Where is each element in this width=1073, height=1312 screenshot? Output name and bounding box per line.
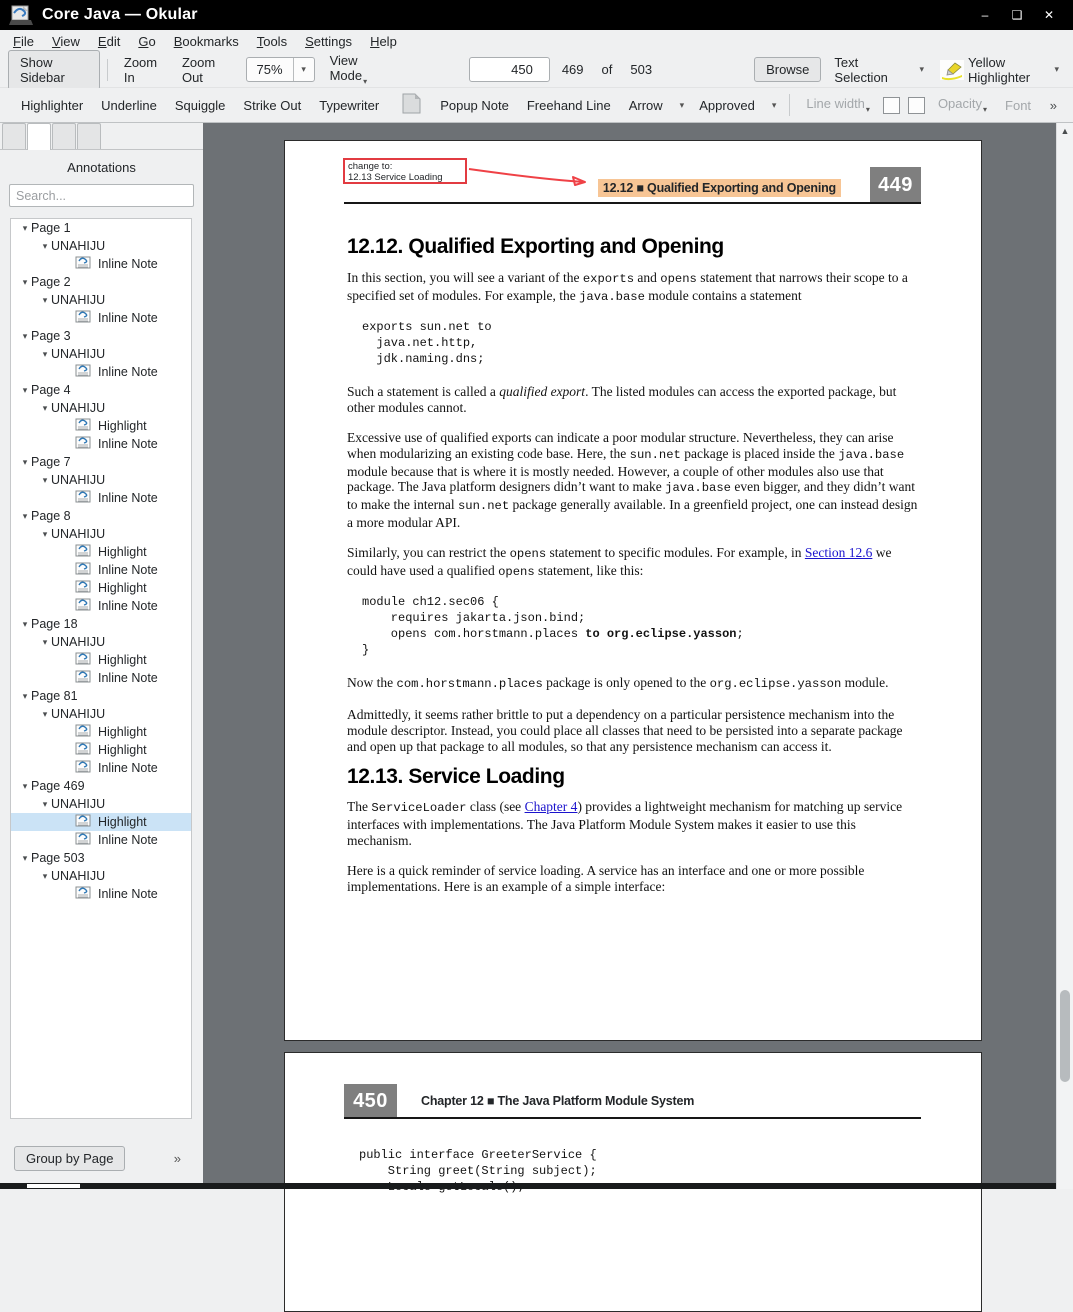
annotation-toolbar [0, 88, 1073, 123]
overflow-chevron-icon[interactable]: » [1049, 97, 1057, 113]
annotation-label: Highlight [98, 725, 147, 739]
tree-annotation-row[interactable] [11, 813, 191, 831]
annotation-note-icon [75, 759, 98, 777]
author-label: UNAHIJU [51, 401, 106, 415]
page-label: Page 4 [31, 383, 71, 397]
expander-icon[interactable]: ▾ [42, 636, 48, 647]
tree-author-row[interactable] [11, 399, 191, 417]
tree-author-row[interactable] [11, 291, 191, 309]
code-block: public interface GreeterService { String greet(String subject); [359, 1148, 597, 1178]
inline-note-annotation[interactable] [343, 158, 467, 184]
author-label: UNAHIJU [51, 707, 106, 721]
annotation-note-icon [75, 669, 98, 687]
document-view[interactable] [203, 123, 1056, 1183]
annotation-label: Inline Note [98, 437, 158, 451]
sidebar-title: Annotations [67, 160, 136, 175]
body-paragraph: Now the com.horstmann.places package is only opened to the org.eclipse.yasson module. [347, 675, 889, 692]
tree-page-row[interactable] [11, 507, 191, 525]
tree-annotation-row[interactable] [11, 561, 191, 579]
window-title: Core Java — Okular [42, 6, 198, 23]
annotations-tree [10, 218, 192, 1119]
annotation-note-icon [75, 651, 98, 669]
bottom-strip [0, 1183, 1056, 1189]
vertical-scrollbar[interactable] [1056, 123, 1073, 1189]
tree-page-row[interactable] [11, 615, 191, 633]
code-block: exports sun.net to java.net.http, jdk.naming.dns; [362, 320, 492, 367]
tree-annotation-row[interactable] [11, 885, 191, 903]
expander-icon[interactable]: ▾ [22, 456, 28, 467]
annotation-label: Highlight [98, 581, 147, 595]
sidebar-tab-3[interactable] [52, 123, 76, 149]
annotation-note-icon [75, 579, 98, 597]
author-label: UNAHIJU [51, 293, 106, 307]
author-label: UNAHIJU [51, 239, 106, 253]
expander-icon[interactable]: ▾ [22, 618, 28, 629]
color-swatch-1[interactable] [883, 97, 900, 114]
chevron-down-icon[interactable]: ▾ [919, 64, 924, 74]
annotation-note-icon [75, 489, 98, 507]
sidebar-tab-bar [0, 123, 203, 150]
body-paragraph: Excessive use of qualified exports can indicate a poor modular structure. Nevertheless, they can arise when modularizing an existing code base. Here, the sun.net package is placed inside the java.base module because that is where it is mostly needed. However, a couple of other modules also use that package. The Java platform designers didn’t want to make java.base even bigger, and they didn’t want to make the internal sun.net package generally available. In a greenfield project, one can instead design a more modular API. [347, 429, 918, 530]
expander-icon[interactable]: ▾ [42, 528, 48, 539]
expander-icon[interactable]: ▾ [22, 780, 28, 791]
search-input[interactable]: Search... [9, 184, 194, 207]
tree-annotation-row[interactable] [11, 543, 191, 561]
page-count [562, 62, 670, 77]
body-paragraph: Admittedly, it seems rather brittle to put a dependency on a particular persistence mechanism into the module descriptor. Instead, you could place all classes that need to be persisted into a separate package and open up that package to all modules, so that any persistence mechanism can access it. [347, 707, 903, 754]
annotation-label: Inline Note [98, 563, 158, 577]
tool-popup-note[interactable]: Popup Note [440, 97, 509, 113]
annotation-label: Inline Note [98, 257, 158, 271]
toolbar-separator [107, 59, 108, 81]
author-label: UNAHIJU [51, 797, 106, 811]
body-paragraph: Similarly, you can restrict the opens statement to specific modules. For example, in Section 12.6 we could have used a qualified opens statement, like this: [347, 544, 892, 579]
annotation-note-icon [75, 723, 98, 741]
menu-indicator-icon: ▾ [363, 77, 368, 86]
annotation-note-icon [75, 309, 98, 327]
group-by-page-button[interactable]: Group by Page [14, 1146, 125, 1171]
annotation-label: Highlight [98, 545, 147, 559]
tree-page-row[interactable] [11, 273, 191, 291]
menu-item-tools[interactable]: Tools [256, 33, 288, 49]
page-label: Page 81 [31, 689, 78, 703]
tool-approved[interactable]: Approved [699, 97, 755, 113]
tree-page-row[interactable] [11, 381, 191, 399]
annotation-note-icon [75, 831, 98, 849]
tree-page-row[interactable] [11, 453, 191, 471]
tree-annotation-row[interactable] [11, 363, 191, 381]
zoom-out-button[interactable]: Zoom Out [181, 54, 216, 85]
annotation-label: Inline Note [98, 887, 158, 901]
page-449-text [347, 233, 924, 908]
annotation-label: Highlight [98, 419, 147, 433]
tree-page-row[interactable] [11, 687, 191, 705]
annotation-label: Highlight [98, 743, 147, 757]
body-paragraph: Here is a quick reminder of service loading. A service has an interface and one or more possible implementations. Here is an example of a simple interface: [347, 862, 865, 894]
opacity-button: Opacity$_▾$ [937, 96, 988, 114]
tree-author-row[interactable] [11, 471, 191, 489]
page-number-input[interactable]: 450 [469, 57, 550, 82]
tree-author-row[interactable] [11, 237, 191, 255]
note-text-line1: change to: [348, 161, 393, 172]
pdf-page-449 [284, 140, 982, 1041]
annotation-arrow-icon[interactable] [467, 163, 597, 189]
tree-author-row[interactable] [11, 795, 191, 813]
toolbar-separator [789, 94, 790, 116]
annotation-label: Inline Note [98, 833, 158, 847]
annotation-note-icon [75, 741, 98, 759]
page-label: Page 469 [31, 779, 85, 793]
annotation-note-icon [75, 417, 98, 435]
author-label: UNAHIJU [51, 347, 106, 361]
page-label: Page 7 [31, 455, 71, 469]
cross-reference-link[interactable]: Section 12.6 [804, 544, 873, 560]
annotation-note-icon [75, 435, 98, 453]
author-label: UNAHIJU [51, 869, 106, 883]
expander-icon[interactable]: ▾ [22, 852, 28, 863]
tree-annotation-row[interactable] [11, 435, 191, 453]
chevron-down-icon[interactable]: ▾ [771, 99, 777, 110]
tree-annotation-row[interactable] [11, 417, 191, 435]
menu-item-edit[interactable]: Edit [97, 33, 121, 49]
expander-icon[interactable]: ▾ [22, 222, 28, 233]
code-block: module ch12.sec06 { requires jakarta.json.bind; opens com.horstmann.places to org.eclipse.yasson; } [362, 595, 744, 658]
cross-reference-link[interactable]: Chapter 4 [524, 799, 578, 815]
annotation-note-icon [75, 255, 98, 273]
expander-icon[interactable]: ▾ [22, 384, 28, 395]
page-label: Page 503 [31, 851, 85, 865]
page-label: Page 3 [31, 329, 71, 343]
tree-page-row[interactable] [11, 219, 191, 237]
scroll-up-icon[interactable]: ▲ [1060, 126, 1070, 136]
okular-logo-icon [10, 4, 34, 26]
tree-author-row[interactable] [11, 345, 191, 363]
tree-annotation-row[interactable] [11, 579, 191, 597]
page-label: Page 2 [31, 275, 71, 289]
show-sidebar-button[interactable]: Show Sidebar [8, 50, 100, 90]
section-heading: 12.13. Service Loading [347, 764, 565, 788]
expander-icon[interactable]: ▾ [22, 276, 28, 287]
tree-annotation-row[interactable] [11, 741, 191, 759]
of-label: of [601, 62, 613, 77]
annotation-note-icon [75, 885, 98, 903]
page-label: Page 1 [31, 221, 71, 235]
annotation-note-icon [75, 363, 98, 381]
close-icon[interactable]: ✕ [1043, 8, 1055, 22]
tree-page-row[interactable] [11, 849, 191, 867]
tree-page-row[interactable] [11, 327, 191, 345]
expander-icon[interactable]: ▾ [22, 690, 28, 701]
minimize-icon[interactable]: – [981, 8, 989, 22]
view-mode-button[interactable]: View Mode$_▾$ [329, 53, 368, 86]
page-label: Page 18 [31, 617, 78, 631]
annotation-label: Inline Note [98, 365, 158, 379]
menu-item-settings[interactable]: Settings [305, 33, 353, 49]
menu-item-view[interactable]: View [51, 33, 80, 49]
annotation-note-icon [75, 813, 98, 831]
chevron-down-icon[interactable]: ▾ [293, 58, 314, 81]
line-width-button: Line width$_▾$ [806, 96, 870, 114]
sidebar-tab-1[interactable] [2, 123, 26, 149]
menu-item-bookmarks[interactable]: Bookmarks [173, 33, 239, 49]
menu-bar [0, 30, 1073, 52]
annotation-note-icon [75, 561, 98, 579]
author-label: UNAHIJU [51, 635, 106, 649]
tree-annotation-row[interactable] [11, 651, 191, 669]
menu-item-file[interactable]: File [13, 33, 34, 49]
font-button: Font [1005, 97, 1032, 113]
page-total: 503 [630, 62, 653, 77]
overflow-chevron-icon[interactable]: » [173, 1150, 181, 1166]
tool-highlighter[interactable]: Highlighter [21, 97, 84, 113]
tree-author-row[interactable] [11, 633, 191, 651]
main-toolbar [0, 52, 1073, 88]
tree-author-row[interactable] [11, 525, 191, 543]
maximize-icon[interactable]: ❑ [1011, 8, 1023, 22]
author-label: UNAHIJU [51, 527, 106, 541]
zoom-level-value: 75% [256, 62, 283, 77]
expander-icon[interactable]: ▾ [42, 294, 48, 305]
browse-button[interactable]: Browse [754, 57, 821, 82]
scrollbar-thumb[interactable] [1060, 990, 1070, 1082]
page-position: 469 [561, 62, 584, 77]
text-selection-button[interactable]: Text Selection [834, 54, 888, 85]
header-rule [344, 1117, 921, 1119]
tool-freehand-line[interactable]: Freehand Line [526, 97, 611, 113]
annotation-note-icon [75, 597, 98, 615]
tool-typewriter[interactable]: Typewriter [319, 97, 380, 113]
expander-icon[interactable]: ▾ [42, 798, 48, 809]
page-number-badge: 450 [344, 1084, 397, 1119]
menu-item-help[interactable]: Help [370, 33, 397, 49]
body-paragraph: Such a statement is called a qualified export. The listed modules can access the exported package, but other modules cannot. [347, 384, 897, 416]
tree-annotation-row[interactable] [11, 255, 191, 273]
tool-strike-out[interactable]: Strike Out [243, 97, 302, 113]
expander-icon[interactable]: ▾ [42, 348, 48, 359]
annotation-label: Highlight [98, 653, 147, 667]
tool-squiggle[interactable]: Squiggle [174, 97, 226, 113]
tree-page-row[interactable] [11, 777, 191, 795]
chevron-down-icon[interactable]: ▾ [679, 99, 685, 110]
chevron-down-icon[interactable]: ▾ [1054, 64, 1059, 74]
body-paragraph: In this section, you will see a variant of the exports and opens statement that narrows their scope to a specified set of modules. For example, the java.base module contains a statement [347, 269, 908, 304]
annotation-note-icon [75, 543, 98, 561]
sidebar-tab-annotations[interactable] [27, 123, 51, 150]
running-head-highlighted: 12.12 ■ Qualified Exporting and Opening [598, 179, 841, 197]
popup-note-icon[interactable] [388, 93, 431, 117]
tool-underline[interactable]: Underline [101, 97, 157, 113]
tree-annotation-row[interactable] [11, 759, 191, 777]
author-label: UNAHIJU [51, 473, 106, 487]
body-paragraph: The ServiceLoader class (see Chapter 4) provides a lightweight mechanism for matching up service interfaces with implementations. The Java Platform Module System makes it easier to use this mechanism. [347, 799, 903, 848]
expander-icon[interactable]: ▾ [42, 402, 48, 413]
menu-item-go[interactable]: Go [138, 33, 156, 49]
annotation-label: Inline Note [98, 491, 158, 505]
highlighter-pen-icon [940, 60, 964, 80]
expander-icon[interactable]: ▾ [42, 474, 48, 485]
tree-annotation-row[interactable] [11, 309, 191, 327]
tree-annotation-row[interactable] [11, 597, 191, 615]
annotations-sidebar [0, 123, 203, 1183]
expander-icon[interactable]: ▾ [42, 708, 48, 719]
page-number-badge: 449 [870, 167, 921, 203]
title-bar [0, 0, 1073, 30]
highlighter-tool-label[interactable]: Yellow Highlighter [967, 54, 1031, 85]
note-text-line2: 12.13 Service Loading [348, 172, 443, 183]
annotation-label: Inline Note [98, 311, 158, 325]
section-heading: 12.12. Qualified Exporting and Opening [347, 235, 724, 258]
expander-icon[interactable]: ▾ [42, 240, 48, 251]
color-swatch-2[interactable] [908, 97, 925, 114]
tree-annotation-row[interactable] [11, 831, 191, 849]
page-label: Page 8 [31, 509, 71, 523]
sidebar-tab-4[interactable] [77, 123, 101, 149]
zoom-level-combobox[interactable] [246, 57, 315, 82]
tree-annotation-row[interactable] [11, 669, 191, 687]
expander-icon[interactable]: ▾ [22, 510, 28, 521]
annotation-label: Inline Note [98, 599, 158, 613]
tree-annotation-row[interactable] [11, 489, 191, 507]
expander-icon[interactable]: ▾ [42, 870, 48, 881]
tree-author-row[interactable] [11, 867, 191, 885]
expander-icon[interactable]: ▾ [22, 330, 28, 341]
tree-author-row[interactable] [11, 705, 191, 723]
pdf-page-450 [284, 1052, 982, 1312]
running-head: Chapter 12 ■ The Java Platform Module System [421, 1094, 695, 1108]
tree-annotation-row[interactable] [11, 723, 191, 741]
tool-arrow[interactable]: Arrow [628, 97, 663, 113]
annotation-label: Inline Note [98, 671, 158, 685]
zoom-in-button[interactable]: Zoom In [123, 54, 158, 85]
annotation-label: Highlight [98, 815, 147, 829]
annotation-label: Inline Note [98, 761, 158, 775]
header-rule [344, 202, 921, 204]
